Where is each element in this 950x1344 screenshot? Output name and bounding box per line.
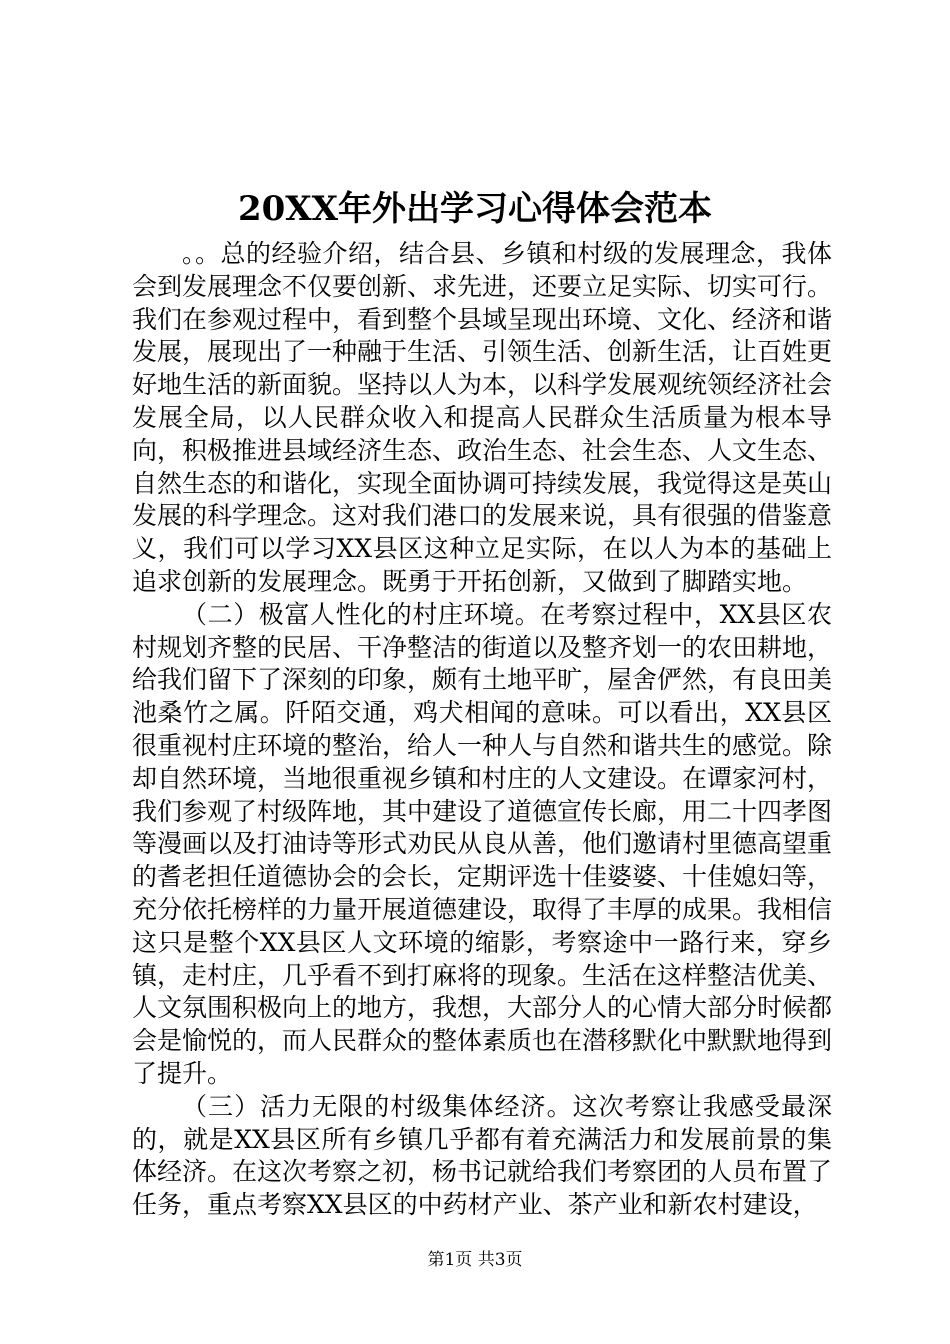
page-title: 20XX年外出学习心得体会范本 — [237, 189, 713, 229]
paragraph-3: （三）活力无限的村级集体经济。这次考察让我感受最深的，就是XX县区所有乡镇几乎都有着充满活力和发展前景的集体经济。在这次考察之初，杨书记就给我们考察团的人员布置了任务，重点考察XX县区的中药材产业、茶产业和新农村建设， — [132, 1091, 833, 1220]
page-footer: 第1页 共3页 — [427, 1250, 523, 1270]
paragraph-1: 。。总的经验介绍，结合县、乡镇和村级的发展理念，我体会到发展理念不仅要创新、求先进，还要立足实际、切实可行。我们在参观过程中，看到整个县域呈现出环境、文化、经济和谐发展，展现出了一种融于生活、引领生活、创新生活，让百姓更好地生活的新面貌。坚持以人为本，以科学发展观统领经济社会发展全局，以人民群众收入和提高人民群众生活质量为根本导向，积极推进县域经济生态、政治生态、社会生态、人文生态、自然生态的和谐化，实现全面协调可持续发展，我觉得这是英山发展的科学理念。这对我们港口的发展来说，具有很强的借鉴意义，我们可以学习XX县区这种立足实际，在以人为本的基础上追求创新的发展理念。既勇于开拓创新，又做到了脚踏实地。 — [132, 239, 833, 596]
document-body — [132, 238, 832, 1222]
paragraph-2: （二）极富人性化的村庄环境。在考察过程中，XX县区农村规划齐整的民居、干净整洁的街道以及整齐划一的农田耕地，给我们留下了深刻的印象，颇有土地平旷，屋舍俨然，有良田美池桑竹之属。阡陌交通，鸡犬相闻的意味。可以看出，XX县区很重视村庄环境的整治，给人一种人与自然和谐共生的感觉。除却自然环境，当地很重视乡镇和村庄的人文建设。在谭家河村，我们参观了村级阵地，其中建设了道德宣传长廊，用二十四孝图等漫画以及打油诗等形式劝民从良从善，他们邀请村里德高望重的耆老担任道德协会的会长，定期评选十佳婆婆、十佳媳妇等，充分依托榜样的力量开展道德建设，取得了丰厚的成果。我相信这只是整个XX县区人文环境的缩影，考察途中一路行来，穿乡镇，走村庄，几乎看不到打麻将的现象。生活在这样整洁优美、人文氛围积极向上的地方，我想，大部分人的心情大部分时候都会是愉悦的，而人民群众的整体素质也在潜移默化中默默地得到了提升。 — [132, 599, 833, 1088]
